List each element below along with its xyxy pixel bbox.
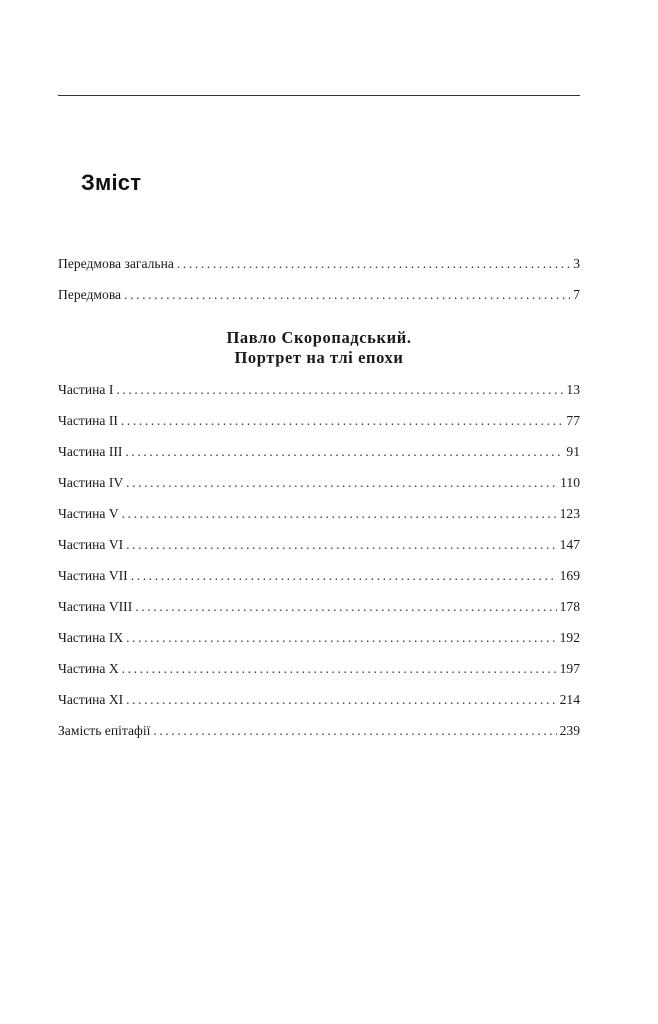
toc-entry-page: 123 (559, 506, 580, 521)
toc-entry-page: 239 (559, 723, 580, 738)
toc-entry-label: Передмова загальна (58, 256, 174, 271)
toc-entry[interactable] (58, 380, 580, 411)
dot-leader (124, 285, 570, 305)
section-heading-line-2: Портрет на тлі епохи (234, 348, 404, 367)
toc-entry-page: 169 (559, 568, 580, 583)
toc-entry-label: Частина VII (58, 568, 128, 583)
dot-leader (177, 254, 570, 274)
toc-entry-label: Частина VIII (58, 599, 133, 614)
toc-entry-page: 214 (559, 692, 580, 707)
dot-leader (126, 690, 556, 710)
toc-entry-label: Частина V (58, 506, 119, 521)
header-rule (58, 95, 580, 96)
dot-leader (125, 442, 563, 462)
toc-entry[interactable] (58, 504, 580, 535)
toc-entry-page: 7 (573, 287, 580, 302)
toc-entry-label: Частина II (58, 413, 118, 428)
toc-entry[interactable] (58, 285, 580, 316)
dot-leader (153, 721, 556, 741)
toc-entry-page: 77 (566, 413, 580, 428)
toc-entry-page: 110 (560, 475, 580, 490)
toc-entry-label: Передмова (58, 287, 122, 302)
toc-entry-page: 197 (559, 661, 580, 676)
toc-entry-page: 178 (559, 599, 580, 614)
toc-entry-label: Частина IV (58, 475, 124, 490)
toc-entry[interactable] (58, 628, 580, 659)
toc-entry[interactable] (58, 254, 580, 285)
toc-entry[interactable] (58, 690, 580, 721)
section-heading-line-1: Павло Скоропадський. (226, 328, 412, 347)
toc-entry-label: Частина I (58, 382, 114, 397)
dot-leader (135, 597, 556, 617)
toc-entry[interactable] (58, 442, 580, 473)
toc-entry[interactable] (58, 597, 580, 628)
dot-leader (122, 504, 557, 524)
section-heading (58, 328, 580, 368)
dot-leader (121, 411, 564, 431)
dot-leader (126, 535, 556, 555)
toc-entry[interactable] (58, 473, 580, 504)
toc-entry-label: Частина VI (58, 537, 124, 552)
dot-leader (126, 473, 557, 493)
dot-leader (131, 566, 557, 586)
toc-entry-page: 3 (573, 256, 580, 271)
toc-entry-page: 13 (566, 382, 580, 397)
front-matter-list (58, 254, 580, 316)
toc-entry-page: 91 (566, 444, 580, 459)
toc-entry[interactable] (58, 659, 580, 690)
toc-entry-label: Частина X (58, 661, 119, 676)
toc-entry[interactable] (58, 721, 580, 752)
toc-entry-page: 192 (559, 630, 580, 645)
dot-leader (126, 628, 556, 648)
page-title: Зміст (81, 170, 142, 195)
chapter-list (58, 380, 580, 752)
toc-entry-label: Частина XI (58, 692, 124, 707)
toc-entry[interactable] (58, 566, 580, 597)
toc-entry-label: Частина III (58, 444, 123, 459)
dot-leader (116, 380, 563, 400)
toc-entry-label: Частина IX (58, 630, 124, 645)
toc-entry[interactable] (58, 411, 580, 442)
toc-entry-page: 147 (559, 537, 580, 552)
toc-entry-label: Замість епітафії (58, 723, 151, 738)
toc-entry[interactable] (58, 535, 580, 566)
dot-leader (122, 659, 557, 679)
